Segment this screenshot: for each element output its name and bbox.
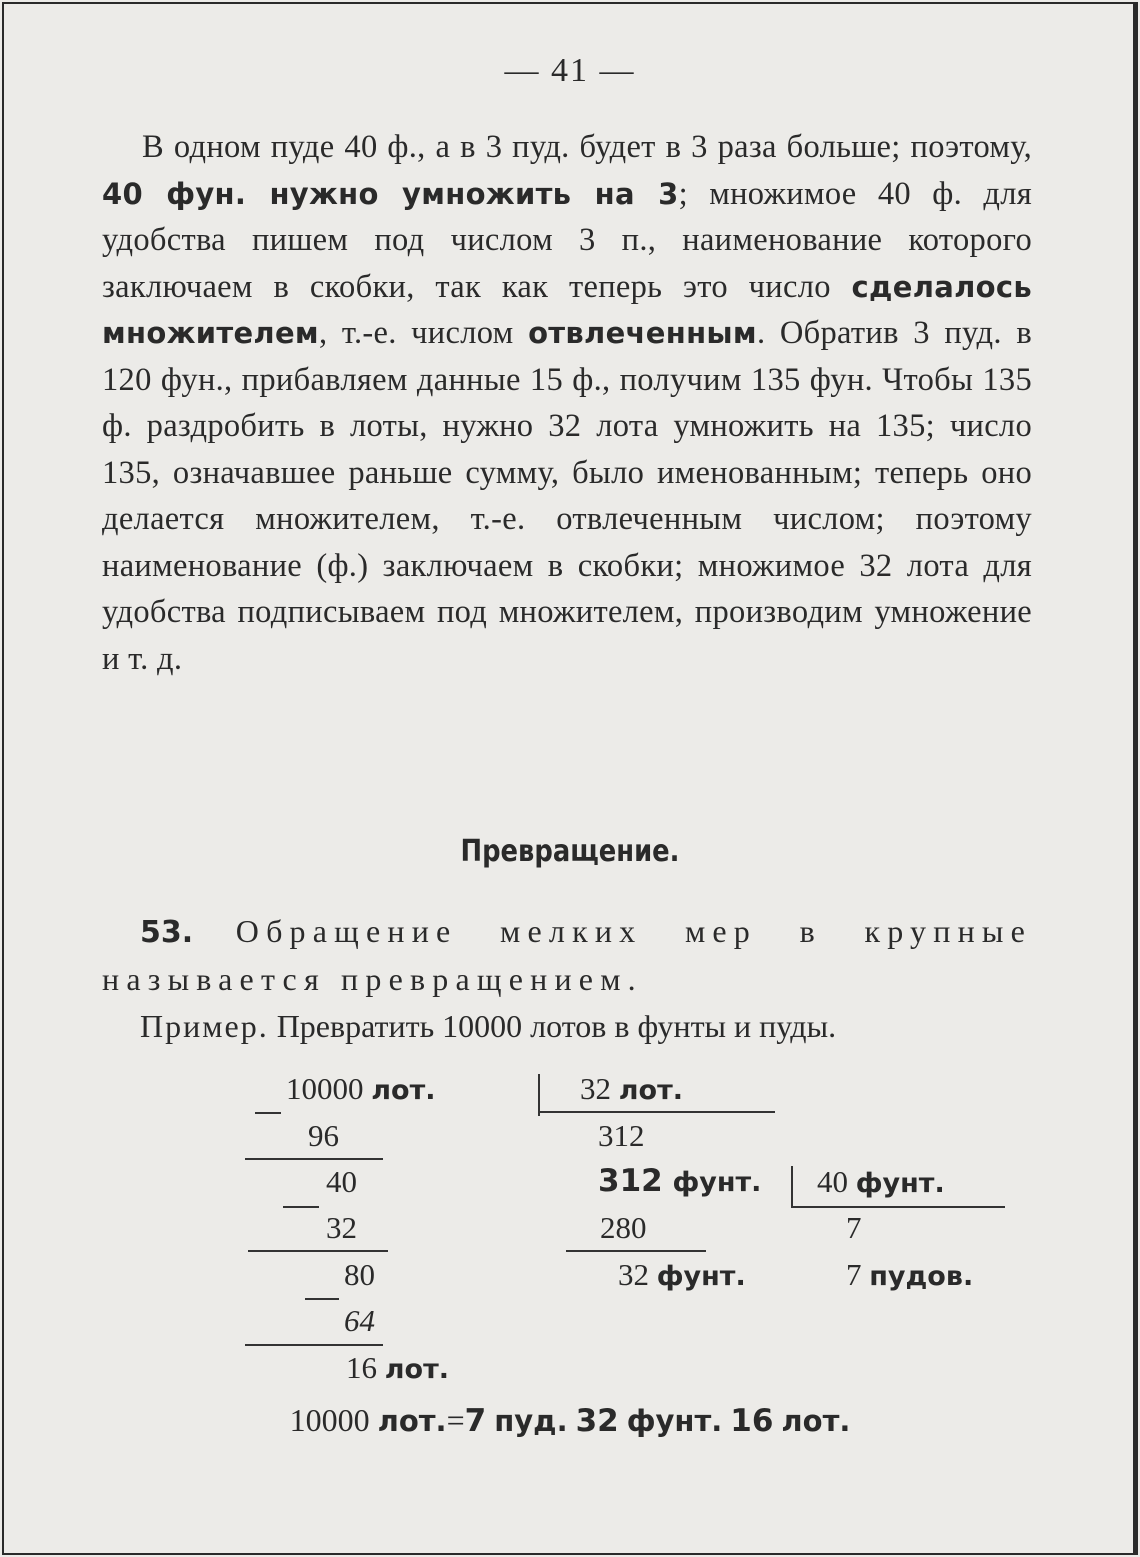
bold-run: отвлеченным xyxy=(528,316,757,350)
quotient-2-unit: пудов. xyxy=(869,1261,974,1292)
subtrahend-1: 96 xyxy=(308,1118,339,1153)
division-line xyxy=(248,1250,388,1252)
result-remaining-lots-unit: лот. xyxy=(781,1404,851,1438)
dividend-2-unit: фунт. xyxy=(672,1167,762,1198)
example-text: Превратить 10000 лотов в фунты и пуды. xyxy=(268,1008,837,1044)
remainder-4-unit: фунт. xyxy=(656,1261,746,1292)
body-paragraph xyxy=(102,124,1032,682)
bold-run: сделалось множителем xyxy=(102,269,1032,350)
dividend-1: 10000 лот. xyxy=(286,1071,436,1106)
quotient-1: 312 xyxy=(598,1118,645,1153)
text-run: , т.-е. числом xyxy=(318,315,529,351)
result-funts-unit: фунт. xyxy=(626,1404,723,1438)
text-run: В одном пуде 40 ф., а в 3 пуд. будет в 3 раза больше; поэтому, xyxy=(142,129,1032,165)
definition xyxy=(102,908,1032,1002)
divisor-underline xyxy=(793,1206,1005,1208)
example-label: Пример. xyxy=(140,1008,269,1044)
remainder-4: 32 фунт. xyxy=(618,1257,746,1292)
division-line xyxy=(245,1158,383,1160)
dividend-1-unit: лот. xyxy=(371,1075,436,1106)
remainder-3: 16 лот. xyxy=(346,1350,449,1385)
divisor-1-unit: лот. xyxy=(618,1075,683,1106)
page-number: — 41 — xyxy=(504,52,636,89)
divisor-1: 32 лот. xyxy=(580,1071,683,1106)
section-title: Превращение. xyxy=(460,834,680,869)
result-puds-unit: пуд. xyxy=(494,1404,568,1438)
subtrahend-3: 64 xyxy=(344,1303,375,1338)
division-line xyxy=(245,1344,383,1346)
dividend-2: 312 фунт. xyxy=(598,1163,762,1199)
minus-sign xyxy=(305,1298,339,1300)
bold-run: 40 фун. нужно умножить на 3 xyxy=(102,176,679,211)
divisor-2: 40 фунт. xyxy=(817,1164,945,1199)
remainder-1: 40 xyxy=(326,1164,357,1199)
section-number: 53. xyxy=(140,915,194,950)
result-lots-unit: лот. xyxy=(377,1404,447,1438)
divisor-2-unit: фунт. xyxy=(855,1168,945,1199)
subtrahend-4: 280 xyxy=(600,1210,647,1245)
remainder-2: 80 xyxy=(344,1257,375,1292)
subtrahend-2: 32 xyxy=(326,1210,357,1245)
divisor-underline xyxy=(540,1111,775,1113)
result-line xyxy=(0,1402,1140,1439)
minus-sign xyxy=(255,1112,281,1114)
result-lots: 10000 xyxy=(289,1402,370,1438)
remainder-3-unit: лот. xyxy=(384,1354,449,1385)
division-bracket xyxy=(791,1166,793,1208)
definition-text: Обращение мелких мер в крупные называется превращением. xyxy=(102,913,1032,997)
quotient-2-result: 7 пудов. xyxy=(846,1257,974,1292)
text-run: . Обратив 3 пуд. в 120 фун., прибавляем данные 15 ф., получим 135 фун. Чтобы 135 ф. раздробить в лоты, нужно 32 лота умножить на 135; число 135, означавшее раньше сумму, было именованным; теперь оно делается множителем, т.-е. отвлеченным числом; поэтому наименование (ф.) заключаем в скобки; множимое 32 лота для удобства подписываем под множителем, производим умножение и т. д. xyxy=(102,315,1032,677)
minus-sign xyxy=(283,1206,319,1208)
result-puds: 7 xyxy=(464,1403,487,1439)
result-funts: 32 xyxy=(575,1403,619,1439)
example-line xyxy=(140,1008,1040,1045)
quotient-2: 7 xyxy=(846,1210,862,1245)
division-line xyxy=(566,1250,706,1252)
equals-sign: = xyxy=(446,1402,465,1438)
text-run: ; множимое 40 ф. для удобства пишем под числом 3 п., наименование которого заключаем в скобки, так как теперь это число xyxy=(102,175,1032,305)
division-bracket xyxy=(538,1074,540,1116)
result-remaining-lots: 16 xyxy=(730,1403,774,1439)
